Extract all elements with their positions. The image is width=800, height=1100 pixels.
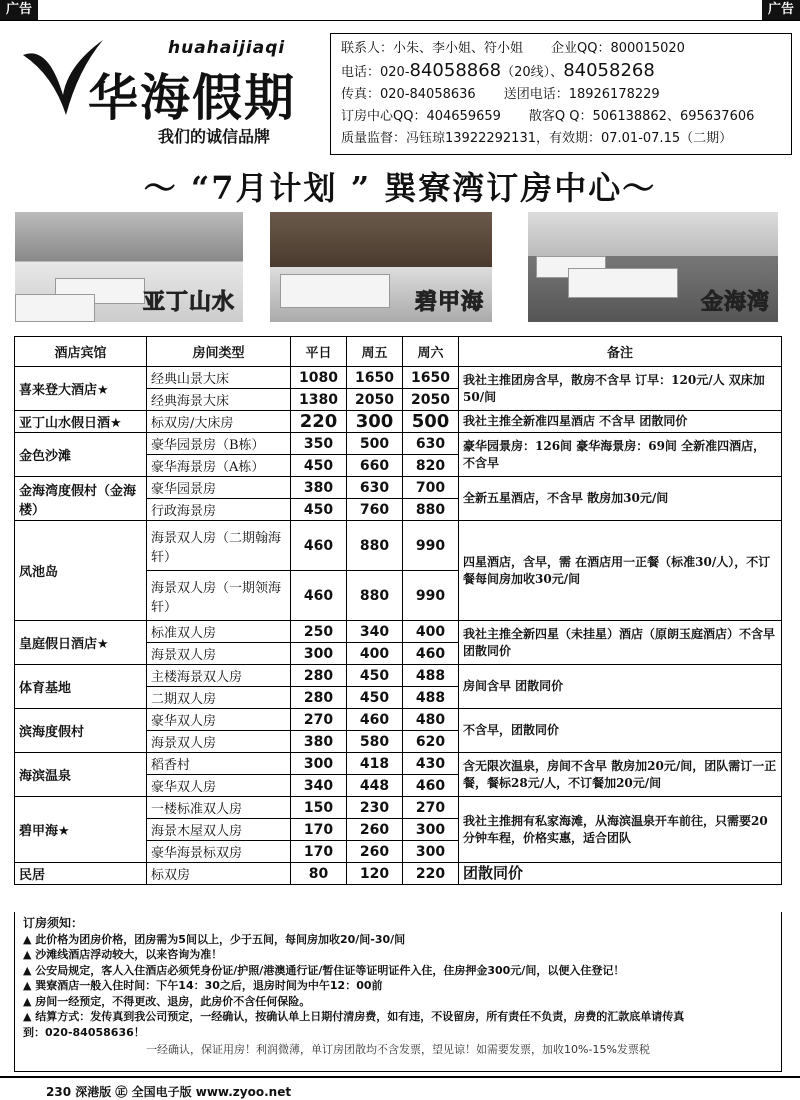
room-type: 海景双人房（二期翰海轩） <box>147 521 291 571</box>
col-hotel: 酒店宾馆 <box>15 337 147 367</box>
price-friday: 260 <box>347 841 403 863</box>
hotel-note: 我社主推全新四星（未挂星）酒店（原朗玉庭酒店）不含早 团散同价 <box>459 621 782 665</box>
table-row <box>15 665 782 687</box>
booking-notice <box>14 912 782 1072</box>
price-friday: 660 <box>347 455 403 477</box>
price-saturday: 820 <box>403 455 459 477</box>
price-weekday: 270 <box>291 709 347 731</box>
price-weekday: 380 <box>291 477 347 499</box>
price-saturday: 630 <box>403 433 459 455</box>
table-row <box>15 753 782 775</box>
photo-caption-1: 亚丁山水 <box>142 290 235 315</box>
ad-label-left: 广告 <box>0 0 38 20</box>
logo <box>18 30 328 152</box>
price-saturday: 1650 <box>403 367 459 389</box>
hotel-note: 我社主推全新准四星酒店 不含早 团散同价 <box>459 411 782 433</box>
hotel-note: 含无限次温泉，房间不含早 散房加20元/间，团队需订一正餐，餐标28元/人，不订餐加20元/间 <box>459 753 782 797</box>
price-saturday: 880 <box>403 499 459 521</box>
price-saturday: 488 <box>403 665 459 687</box>
top-divider <box>0 20 800 21</box>
room-type: 海景双人房（一期领海轩） <box>147 571 291 621</box>
price-saturday: 460 <box>403 643 459 665</box>
room-type: 豪华海景房（A栋） <box>147 455 291 477</box>
room-type: 豪华园景房（B栋） <box>147 433 291 455</box>
price-saturday: 620 <box>403 731 459 753</box>
hotel-name: 喜来登大酒店★ <box>15 367 147 411</box>
price-saturday: 500 <box>403 411 459 433</box>
price-weekday: 220 <box>291 411 347 433</box>
col-room: 房间类型 <box>147 337 291 367</box>
price-friday: 300 <box>347 411 403 433</box>
room-type: 豪华双人房 <box>147 709 291 731</box>
price-weekday: 450 <box>291 499 347 521</box>
room-type: 经典山景大床 <box>147 367 291 389</box>
room-type: 主楼海景双人房 <box>147 665 291 687</box>
notice-item: ▲ 结算方式：发传真到我公司预定，一经确认，按确认单上日期付清房费，如有违，不设留房，所有责任不负责，房费的汇款底单请传真 <box>23 1010 685 1023</box>
room-type: 海景双人房 <box>147 731 291 753</box>
price-saturday: 300 <box>403 841 459 863</box>
hotel-photo-3 <box>528 212 778 322</box>
price-table <box>14 336 782 885</box>
hotel-name: 滨海度假村 <box>15 709 147 753</box>
hotel-name: 海滨温泉 <box>15 753 147 797</box>
hotel-photo-1 <box>15 212 243 322</box>
table-row <box>15 621 782 643</box>
price-weekday: 350 <box>291 433 347 455</box>
col-friday: 周五 <box>347 337 403 367</box>
price-saturday: 480 <box>403 709 459 731</box>
table-row <box>15 477 782 499</box>
price-weekday: 280 <box>291 687 347 709</box>
logo-name: 华海假期 <box>88 68 296 127</box>
hotel-name: 皇庭假日酒店★ <box>15 621 147 665</box>
logo-pinyin: huahaijiaqi <box>168 38 286 58</box>
hotel-note: 我社主推团房含早，散房不含早 订早：120元/人 双床加50/间 <box>459 367 782 411</box>
table-row <box>15 433 782 455</box>
phone-label: 电话：020- <box>341 65 410 80</box>
notice-item: 到：020-84058636！ <box>23 1025 145 1039</box>
room-type: 标准双人房 <box>147 621 291 643</box>
hotel-name: 体育基地 <box>15 665 147 709</box>
price-saturday: 220 <box>403 863 459 885</box>
room-type: 一楼标准双人房 <box>147 797 291 819</box>
hotel-name: 民居 <box>15 863 147 885</box>
price-weekday: 450 <box>291 455 347 477</box>
price-friday: 580 <box>347 731 403 753</box>
hotel-name: 凤池岛 <box>15 521 147 621</box>
col-note: 备注 <box>459 337 782 367</box>
hotel-note: 房间含早 团散同价 <box>459 665 782 709</box>
contact-people: 联系人：小朱、李小姐、符小姐 <box>341 41 524 56</box>
contact-box <box>330 33 792 155</box>
hotel-note: 四星酒店，含早，需 在酒店用一正餐（标准30/人），不订餐每间房加收30元/间 <box>459 521 782 621</box>
individual-qq: 散客Q Q：506138862、695637606 <box>528 109 755 124</box>
price-weekday: 380 <box>291 731 347 753</box>
hotel-note: 豪华园景房：126间 豪华海景房：69间 全新准四酒店，不含早 <box>459 433 782 477</box>
price-saturday: 700 <box>403 477 459 499</box>
price-saturday: 460 <box>403 775 459 797</box>
room-type: 标双房 <box>147 863 291 885</box>
table-row <box>15 797 782 819</box>
table-row <box>15 367 782 389</box>
enterprise-qq: 企业QQ：800015020 <box>551 41 685 56</box>
hotel-name: 金海湾度假村（金海楼） <box>15 477 147 521</box>
price-friday: 880 <box>347 521 403 571</box>
room-type: 标双房/大床房 <box>147 411 291 433</box>
price-weekday: 340 <box>291 775 347 797</box>
logo-slogan: 我们的诚信品牌 <box>158 127 271 146</box>
price-weekday: 460 <box>291 521 347 571</box>
hotel-name: 碧甲海★ <box>15 797 147 863</box>
room-type: 行政海景房 <box>147 499 291 521</box>
hotel-note: 团散同价 <box>459 863 782 885</box>
hotel-photo-2 <box>270 212 492 322</box>
price-weekday: 250 <box>291 621 347 643</box>
hotel-name: 金色沙滩 <box>15 433 147 477</box>
price-friday: 760 <box>347 499 403 521</box>
booking-qq: 订房中心QQ：404659659 <box>341 109 501 124</box>
price-friday: 1650 <box>347 367 403 389</box>
fax: 传真：020-84058636 <box>341 87 476 102</box>
price-saturday: 2050 <box>403 389 459 411</box>
price-saturday: 270 <box>403 797 459 819</box>
room-type: 海景木屋双人房 <box>147 819 291 841</box>
photo-caption-2: 碧甲海 <box>414 290 484 315</box>
page-title: ～ “7月计划 ” 巽寮湾订房中心～ <box>143 169 657 207</box>
notice-item: ▲ 巽寮酒店一般入住时间：下午14：30之后，退房时间为中午12：00前 <box>23 979 383 992</box>
notice-item: ▲ 房间一经预定，不得更改、退房，此房价不含任何保险。 <box>23 994 311 1008</box>
phone-number-2: 84058268 <box>563 60 655 81</box>
col-weekday: 平日 <box>291 337 347 367</box>
price-weekday: 1380 <box>291 389 347 411</box>
hotel-note: 全新五星酒店，不含早 散房加30元/间 <box>459 477 782 521</box>
price-saturday: 400 <box>403 621 459 643</box>
price-saturday: 300 <box>403 819 459 841</box>
bottom-bar: 230 深港版 ㊣ 全国电子版 www.zyoo.net <box>0 1076 800 1100</box>
hotel-name: 亚丁山水假日酒★ <box>15 411 147 433</box>
price-friday: 880 <box>347 571 403 621</box>
validity: 有效期：07.01-07.15（二期） <box>548 131 733 146</box>
price-weekday: 80 <box>291 863 347 885</box>
quality-supervision: 质量监督：冯钰琼13922292131， <box>341 131 549 146</box>
price-friday: 340 <box>347 621 403 643</box>
price-weekday: 150 <box>291 797 347 819</box>
notice-footer: 一经确认，保证用房！利润微薄，单订房团散均不含发票，望见谅！如需要发票，加收10%-15%发票税 <box>146 1043 650 1056</box>
price-friday: 230 <box>347 797 403 819</box>
ad-label-right: 广告 <box>762 0 800 20</box>
price-saturday: 488 <box>403 687 459 709</box>
photo-caption-3: 金海湾 <box>700 290 770 315</box>
price-weekday: 170 <box>291 819 347 841</box>
phone-lines: （20线）、 <box>501 65 564 80</box>
room-type: 稻香村 <box>147 753 291 775</box>
price-friday: 448 <box>347 775 403 797</box>
price-friday: 630 <box>347 477 403 499</box>
price-saturday: 430 <box>403 753 459 775</box>
price-friday: 460 <box>347 709 403 731</box>
room-type: 经典海景大床 <box>147 389 291 411</box>
price-weekday: 300 <box>291 753 347 775</box>
room-type: 豪华海景标双房 <box>147 841 291 863</box>
price-friday: 260 <box>347 819 403 841</box>
price-friday: 120 <box>347 863 403 885</box>
group-phone: 送团电话：18926178229 <box>503 87 660 102</box>
table-row <box>15 411 782 433</box>
price-friday: 2050 <box>347 389 403 411</box>
room-type: 豪华园景房 <box>147 477 291 499</box>
notice-item: ▲ 沙滩线酒店浮动较大，以来咨询为准！ <box>23 948 223 961</box>
price-weekday: 280 <box>291 665 347 687</box>
price-friday: 400 <box>347 643 403 665</box>
table-row <box>15 709 782 731</box>
phone-number-1: 84058868 <box>409 60 502 81</box>
price-weekday: 1080 <box>291 367 347 389</box>
price-weekday: 460 <box>291 571 347 621</box>
price-friday: 450 <box>347 665 403 687</box>
room-type: 海景双人房 <box>147 643 291 665</box>
price-saturday: 990 <box>403 521 459 571</box>
hotel-note: 不含早，团散同价 <box>459 709 782 753</box>
room-type: 二期双人房 <box>147 687 291 709</box>
notice-title: 订房须知： <box>23 916 84 930</box>
table-row <box>15 521 782 571</box>
hotel-note: 我社主推拥有私家海滩，从海滨温泉开车前往，只需要20分钟车程，价格实惠，适合团队 <box>459 797 782 863</box>
price-friday: 500 <box>347 433 403 455</box>
table-row <box>15 863 782 885</box>
price-saturday: 990 <box>403 571 459 621</box>
price-friday: 418 <box>347 753 403 775</box>
notice-item: ▲ 此价格为团房价格，团房需为5间以上，少于五间，每间房加收20/间-30/间 <box>23 932 406 946</box>
col-saturday: 周六 <box>403 337 459 367</box>
price-friday: 450 <box>347 687 403 709</box>
price-weekday: 170 <box>291 841 347 863</box>
room-type: 豪华双人房 <box>147 775 291 797</box>
notice-item: ▲ 公安局规定，客人入住酒店必须凭身份证/护照/港澳通行证/暂住证等证明证件入住，住房押金300元/间，以便入住登记！ <box>23 963 625 977</box>
price-weekday: 300 <box>291 643 347 665</box>
